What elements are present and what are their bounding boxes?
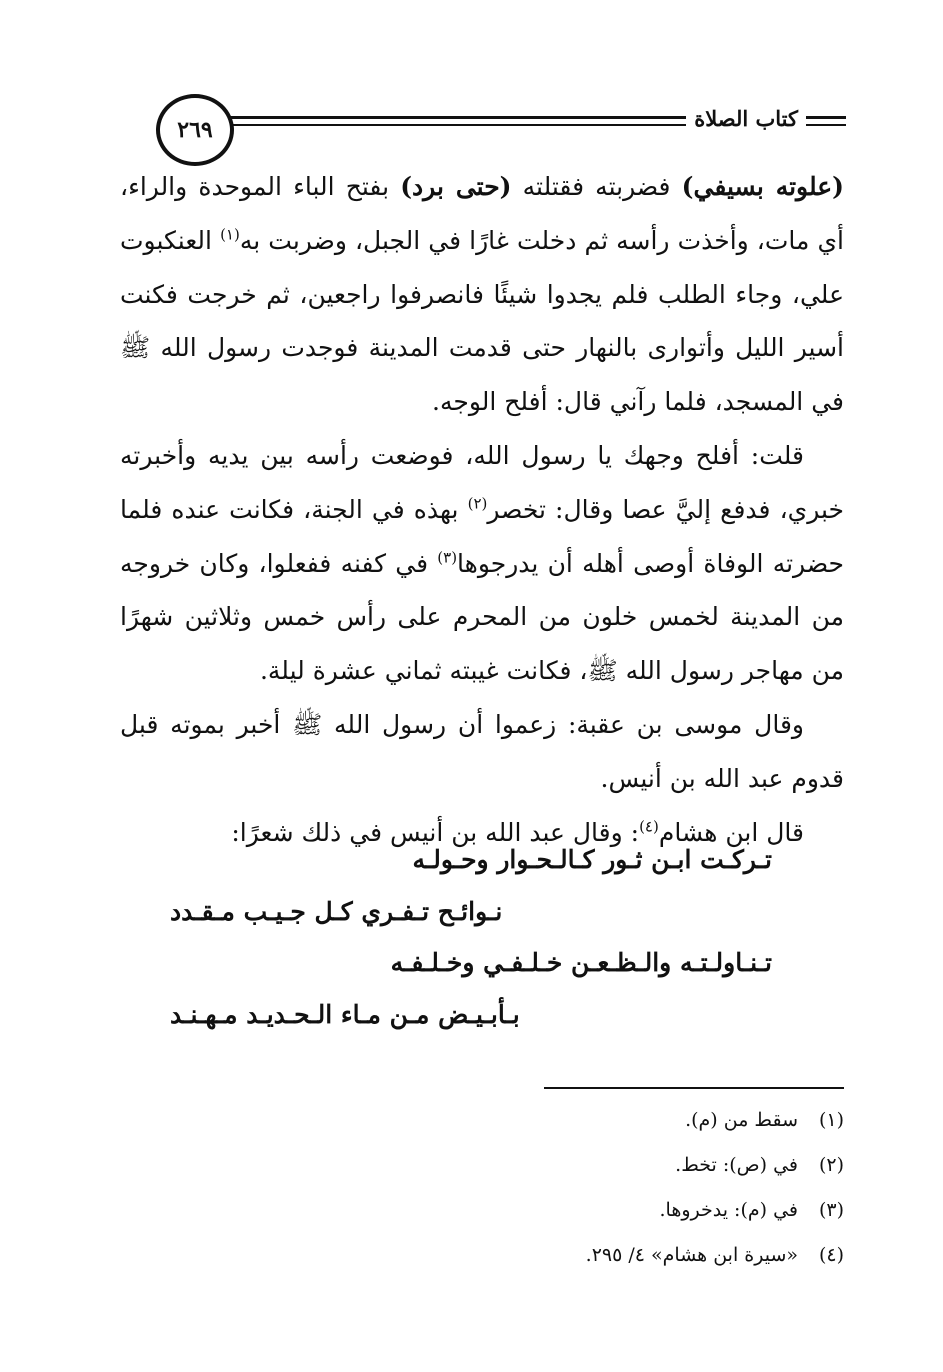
footnote-text: في (ص): تخط. xyxy=(675,1154,798,1176)
paragraph-text: فضربته فقتلته xyxy=(511,172,682,201)
main-text xyxy=(120,160,844,859)
paragraph-text: : وقال عبد الله بن أنيس في ذلك شعرًا: xyxy=(231,817,640,847)
footnote-number: (٣) xyxy=(818,1199,844,1221)
footnote-marker: (٣) xyxy=(437,548,458,567)
footnote-text: سقط من (م). xyxy=(685,1109,798,1131)
paragraph-text: بهذه في الجنة، فكانت عنده فلما حضرته الوفاة أوصى أهله أن يدرجوها xyxy=(120,494,844,578)
footnote-number: (٢) xyxy=(818,1154,844,1176)
paragraph-2 xyxy=(120,429,844,698)
paragraph-3 xyxy=(120,698,844,806)
footnote-1 xyxy=(144,1098,844,1143)
paragraph-text: قال ابن هشام xyxy=(658,817,804,847)
paragraph-text: بفتح الباء الموحدة والراء، أي مات، وأخذت رأسه ثم دخلت غارًا في الجبل، وضربت به xyxy=(120,172,845,255)
paragraph-text: في كفنه ففعلوا، وكان خروجه من المدينة لخمس خلون من المحرم على رأس خمس وثلاثين شهرًا من مهاجر رسول الله ﷺ، فكانت غيبته ثماني عشرة ليلة. xyxy=(120,548,844,686)
footnote-2 xyxy=(144,1143,844,1188)
verse-1: تـركـت ابـن ثـور كـالـحـوار وحـولـه xyxy=(412,845,772,874)
verse-3: تـنـاولـتـه والـظـعـن خـلـفـي وخـلـفـه xyxy=(390,948,772,977)
footnote-3 xyxy=(144,1188,844,1233)
matn-phrase: (حتى برد) xyxy=(400,172,512,201)
footnote-4 xyxy=(144,1233,844,1278)
book-title: كتاب الصلاة xyxy=(686,106,806,131)
footnote-number: (١) xyxy=(818,1109,844,1131)
footnote-marker: (٢) xyxy=(467,494,488,513)
footnote-separator xyxy=(544,1087,844,1089)
verse-2: نـوائـح تـفـري كـل جـيـب مـقـدد xyxy=(170,897,503,926)
paragraph-text: قلت: أفلح وجهك يا رسول الله، فوضعت رأسه بين يديه وأخبرته خبري، فدفع إليَّ عصا وقال: تخصر xyxy=(120,440,845,524)
paragraph-text: العنكبوت علي، وجاء الطلب فلم يجدوا شيئًا فانصرفوا راجعين، ثم خرجت فكنت أسير الليل وأتوارى بالنهار حتى قدمت المدينة فوجدت رسول الله ﷺ في المسجد، فلما رآني قال: أفلح الوجه. xyxy=(120,225,844,417)
matn-phrase: (علوته بسيفي) xyxy=(681,172,844,201)
footnote-number: (٤) xyxy=(818,1244,844,1266)
paragraph-text: وقال موسى بن عقبة: زعموا أن رسول الله ﷺ أخبر بموته قبل قدوم عبد الله بن أنيس. xyxy=(120,709,844,793)
footnotes xyxy=(144,1098,844,1278)
verse-4: بـأبـيـض مـن مـاء الـحـديـد مـهـنـد xyxy=(170,1000,520,1029)
paragraph-1 xyxy=(120,160,844,429)
footnote-text: في (م): يدخروها. xyxy=(659,1199,798,1221)
footnote-text: «سيرة ابن هشام» ٤/ ٢٩٥. xyxy=(585,1244,798,1266)
page-number: ٢٦٩ xyxy=(156,94,234,166)
footnote-marker: (١) xyxy=(220,225,240,244)
footnote-marker: (٤) xyxy=(639,817,659,836)
